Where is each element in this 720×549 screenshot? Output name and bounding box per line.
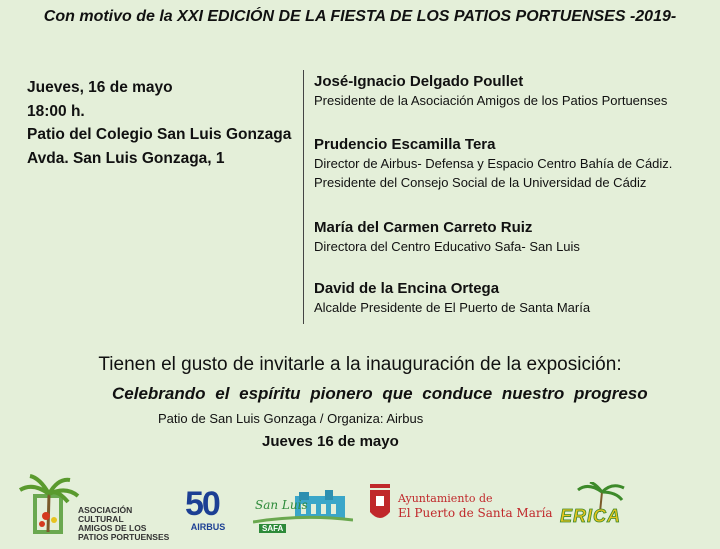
event-address: Avda. San Luis Gonzaga, 1	[27, 149, 225, 167]
airbus-50-number: 50	[185, 485, 219, 523]
speaker-role: Presidente del Consejo Social de la Universidad de Cádiz	[314, 175, 647, 190]
safa-logo	[253, 488, 353, 538]
speaker-name: María del Carmen Carreto Ruiz	[314, 219, 533, 236]
speaker-role: Directora del Centro Educativo Safa- San Luis	[314, 239, 580, 254]
speaker-role: Presidente de la Asociación Amigos de los Patios Portuenses	[314, 93, 668, 108]
asociacion-line-1: ASOCIACIÓN CULTURAL	[78, 505, 133, 524]
exhibition-place: Patio de San Luis Gonzaga / Organiza: Airbus	[158, 411, 424, 426]
speaker-1	[314, 72, 667, 110]
ayuntamiento-line-1: Ayuntamiento de	[398, 492, 493, 505]
vertical-divider	[303, 70, 304, 324]
coat-of-arms-icon	[366, 478, 394, 526]
speaker-name: Prudencio Escamilla Tera	[314, 136, 496, 153]
airbus-label: AIRBUS	[190, 522, 226, 532]
speaker-name: José-Ignacio Delgado Poullet	[314, 73, 524, 90]
asociacion-line-2: AMIGOS DE LOS	[78, 523, 147, 533]
asociacion-logo	[18, 474, 178, 542]
event-place: Patio del Colegio San Luis Gonzaga	[27, 126, 292, 143]
exhibition-title: Celebrando el espíritu pionero que conduce nuestro progreso	[112, 384, 648, 403]
speaker-4	[314, 279, 590, 317]
exhibition-date: Jueves 16 de mayo	[262, 433, 399, 450]
speaker-role: Alcalde Presidente de El Puerto de Santa María	[314, 300, 591, 315]
event-day: Jueves, 16 de mayo	[27, 79, 173, 96]
event-details	[27, 76, 291, 170]
palm-tree-icon	[18, 474, 80, 536]
speaker-3	[314, 218, 580, 256]
speaker-2	[314, 135, 672, 192]
speaker-name: David de la Encina Ortega	[314, 280, 500, 297]
header-title: Con motivo de la XXI EDICIÓN DE LA FIESTA DE LOS PATIOS PORTUENSES -2019-	[43, 8, 677, 25]
event-time: 18:00 h.	[27, 102, 85, 120]
airbus-50-logo	[185, 486, 231, 538]
erica-text: ERICA	[560, 506, 622, 526]
ayuntamiento-logo	[366, 478, 553, 530]
safa-label: SAFA	[259, 524, 286, 533]
erica-logo	[560, 482, 636, 532]
speaker-role: Director de Airbus- Defensa y Espacio Centro Bahía de Cádiz.	[314, 156, 673, 171]
ayuntamiento-line-2: El Puerto de Santa María	[398, 506, 553, 520]
invitation-text: Tienen el gusto de invitarle a la inauguración de la exposición:	[98, 354, 622, 375]
asociacion-line-3: PATIOS PORTUENSES	[78, 532, 170, 542]
safa-script: San Luis	[255, 498, 308, 512]
